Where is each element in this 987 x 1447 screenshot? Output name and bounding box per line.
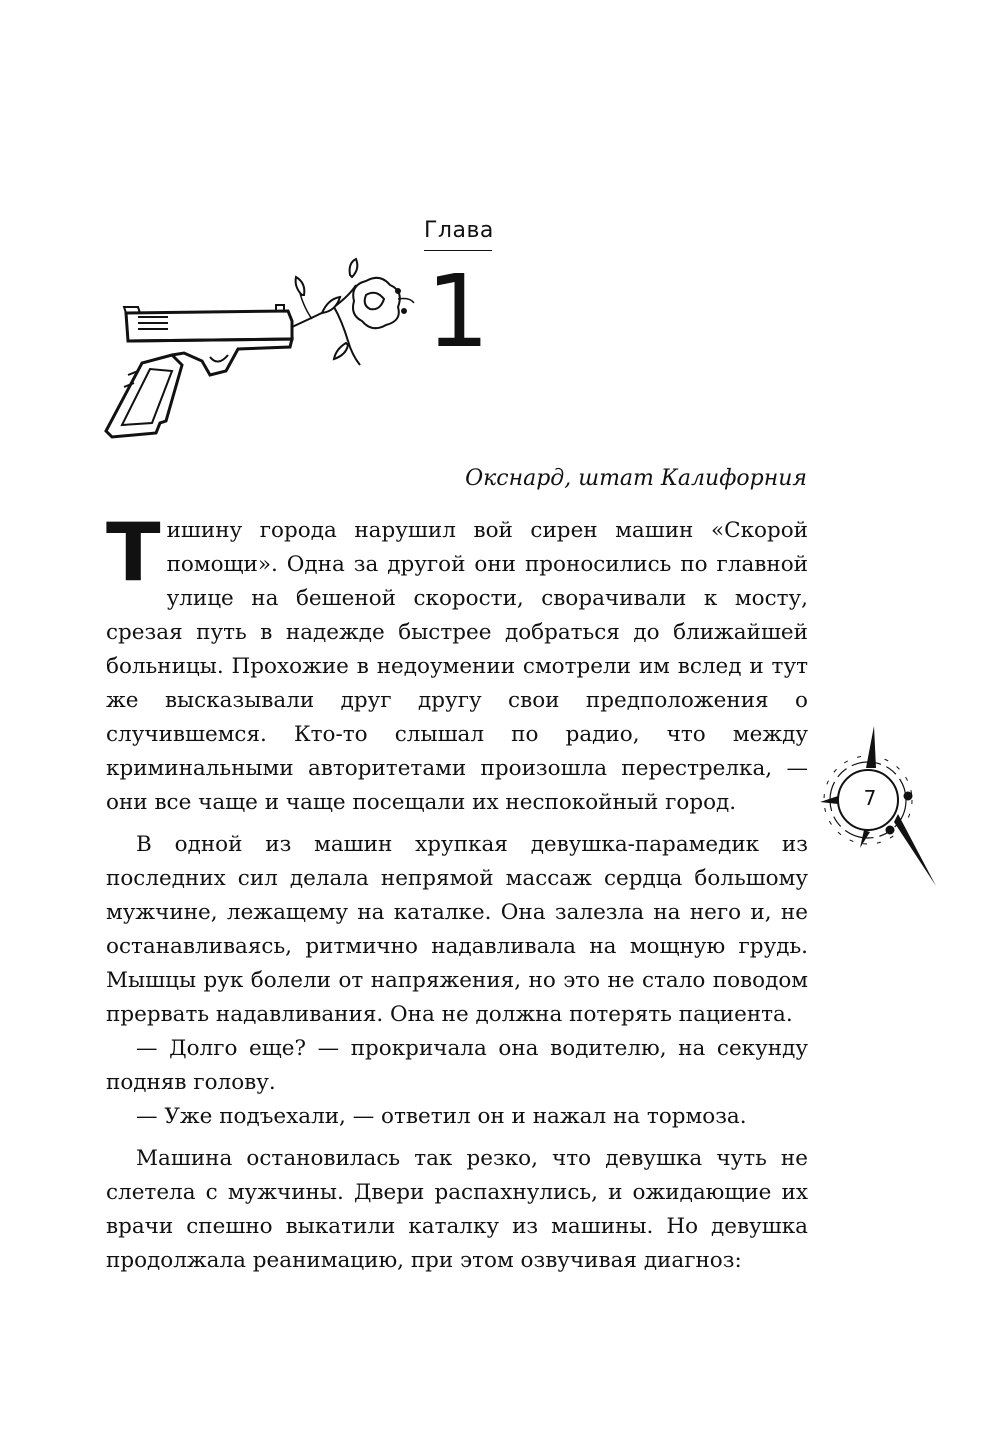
drop-cap: Т <box>106 506 161 599</box>
paragraph-text: ишину города нарушил вой сирен машин «Скорой помощи». Одна за другой они проносились по главной улице на бешеной скорости, сворачивали к мосту, срезая путь в надежде быстрее добраться до ближайшей больницы. Прохожие в недоумении смотрели им вслед и тут же высказывали друг другу свои предположения о случившемся. Кто-то слышал по радио, что между криминальными авторитетами произошла перестрелка, — они все чаще и чаще посещали их неспокойный город. <box>106 518 808 815</box>
paragraph: — Уже подъехали, — ответил он и нажал на тормоза. <box>136 1104 747 1129</box>
paragraph: — Долго еще? — прокричала она водителю, на секунду подняв голову. <box>106 1036 808 1095</box>
body-text <box>106 506 808 1278</box>
place-subtitle: Окснард, штат Калифорния <box>465 466 807 491</box>
paragraph: В одной из машин хрупкая девушка-парамедик из последних сил делала непрямой массаж сердца большому мужчине, лежащему на каталке. Она залезла на него и, не останавливаясь, ритмично надавливала на мощную грудь. Мышцы рук болели от напряжения, но это не стало поводом прервать надавливания. Она не должна потерять пациента. <box>106 832 808 1027</box>
pistol-with-flower-icon <box>98 255 418 445</box>
paragraph <box>106 506 808 820</box>
chapter-label: Глава <box>424 218 494 243</box>
chapter-number: 1 <box>426 253 490 370</box>
chapter-rule <box>424 250 492 251</box>
paragraph: Машина остановилась так резко, что девушка чуть не слетела с мужчины. Двери распахнулись, и ожидающие их врачи спешно выкатили каталку из машины. Но девушка продолжала реанимацию, при этом озвучивая диагноз: <box>106 1146 808 1273</box>
page-number: 7 <box>863 786 877 810</box>
